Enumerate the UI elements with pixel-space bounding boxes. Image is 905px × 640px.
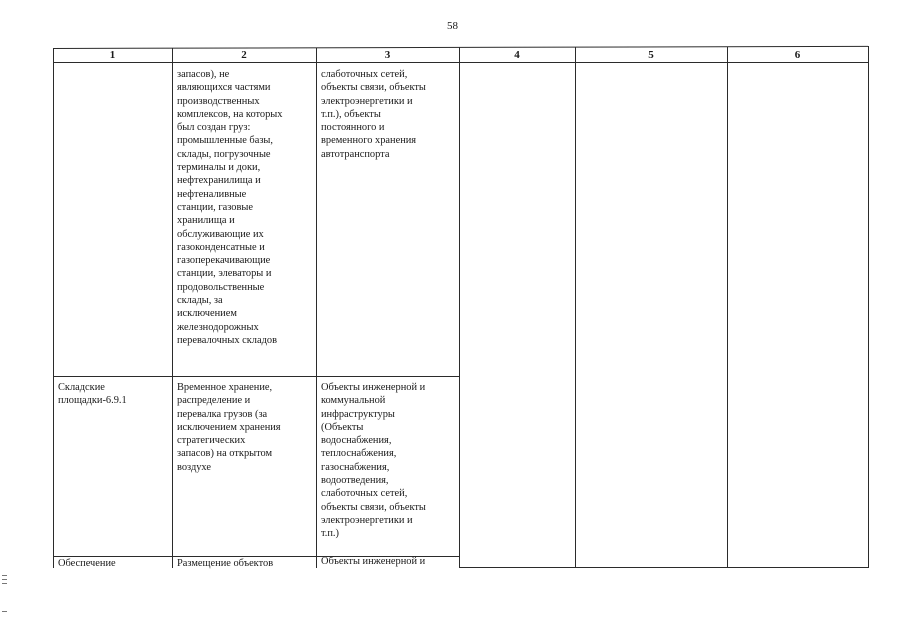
col-border-3 <box>459 47 460 568</box>
scan-mark <box>2 575 7 576</box>
col-border-6 <box>868 46 869 568</box>
text-line: стратегических <box>177 435 246 447</box>
text-line: электроэнергетики и <box>321 514 413 526</box>
scan-mark <box>2 611 7 612</box>
text-line: нефтехранилища и <box>177 175 261 187</box>
text-line: склады, за <box>177 295 223 307</box>
text-line: Складские <box>58 382 105 393</box>
text-line: теплоснабжения, <box>321 448 397 460</box>
col-border-1 <box>172 48 173 568</box>
text-line: терминалы и доки, <box>177 162 261 174</box>
row2-col1-text <box>58 381 127 408</box>
text-line: воздухе <box>177 461 211 473</box>
text-line: объекты связи, объекты <box>321 501 426 513</box>
text-line: распределение и <box>177 395 251 407</box>
header-cell-4: 4 <box>514 49 520 61</box>
text-line: коммунальной <box>321 395 386 407</box>
page-number: 58 <box>447 20 458 32</box>
text-line: площадки-6.9.1 <box>58 395 127 407</box>
col-border-0 <box>53 48 54 568</box>
text-line: запасов), не <box>177 69 230 80</box>
col-border-4 <box>575 47 576 568</box>
text-line: т.п.) <box>321 528 339 540</box>
header-cell-2: 2 <box>241 49 247 61</box>
text-line: Объекты инженерной и <box>321 556 426 567</box>
text-line: перевалочных складов <box>177 334 277 346</box>
text-line: исключением <box>177 308 237 320</box>
scan-mark <box>2 579 7 580</box>
cols456-bottom-border <box>459 567 868 568</box>
text-line: нефтеналивные <box>177 188 247 200</box>
text-line: производственных <box>177 95 260 107</box>
text-line: запасов) на открытом <box>177 448 273 460</box>
text-line: хранилища и <box>177 215 235 227</box>
text-line: постоянного и <box>321 122 385 134</box>
text-line: газоконденсатные и <box>177 241 265 253</box>
text-line: являющихся частями <box>177 82 271 94</box>
scan-mark <box>2 583 7 584</box>
text-line: автотранспорта <box>321 148 390 160</box>
row1-bottom-border <box>53 376 459 377</box>
text-line: станции, элеваторы и <box>177 268 272 280</box>
text-line: водоснабжения, <box>321 435 392 447</box>
text-line: склады, погрузочные <box>177 148 271 160</box>
text-line: исключением хранения <box>177 421 281 433</box>
col-border-5 <box>727 47 728 568</box>
text-line: железнодорожных <box>177 321 259 333</box>
row3-col2-text <box>177 557 273 570</box>
header-bottom-border <box>53 62 868 63</box>
row2-col3-text <box>321 381 426 541</box>
text-line: Объекты инженерной и <box>321 382 426 393</box>
text-line: водоотведения, <box>321 475 389 487</box>
text-line: объекты связи, объекты <box>321 82 426 94</box>
header-cell-6: 6 <box>794 49 801 61</box>
text-line: т.п.), объекты <box>321 108 381 120</box>
text-line: Временное хранение, <box>177 382 273 393</box>
header-cell-5: 5 <box>648 49 654 61</box>
header-cell-3: 3 <box>384 49 391 61</box>
text-line: инфраструктуры <box>321 408 395 420</box>
text-line: перевалка грузов (за <box>177 408 268 420</box>
text-line: электроэнергетики и <box>321 95 413 107</box>
text-line: слаботочных сетей, <box>321 488 408 500</box>
text-line: слаботочных сетей, <box>321 69 408 80</box>
text-line: обслуживающие их <box>177 228 264 240</box>
row1-col3-text <box>321 68 426 161</box>
col-border-2 <box>316 48 317 568</box>
row1-col2-text <box>177 68 282 347</box>
text-line: станции, газовые <box>177 201 253 213</box>
text-line: был создан груз: <box>177 122 251 134</box>
header-cell-1: 1 <box>109 49 116 61</box>
text-line: комплексов, на которых <box>177 108 283 120</box>
text-line: временного хранения <box>321 135 417 147</box>
text-line: (Объекты <box>321 421 364 433</box>
text-line: газоперекачивающие <box>177 255 271 267</box>
text-line: Размещение объектов <box>177 558 274 569</box>
row2-col2-text <box>177 381 281 474</box>
text-line: промышленные базы, <box>177 135 274 147</box>
row3-col3-text <box>321 555 425 568</box>
row3-col1-text <box>58 557 116 570</box>
text-line: Обеспечение <box>58 558 116 569</box>
text-line: продовольственные <box>177 281 265 293</box>
text-line: газоснабжения, <box>321 461 390 473</box>
